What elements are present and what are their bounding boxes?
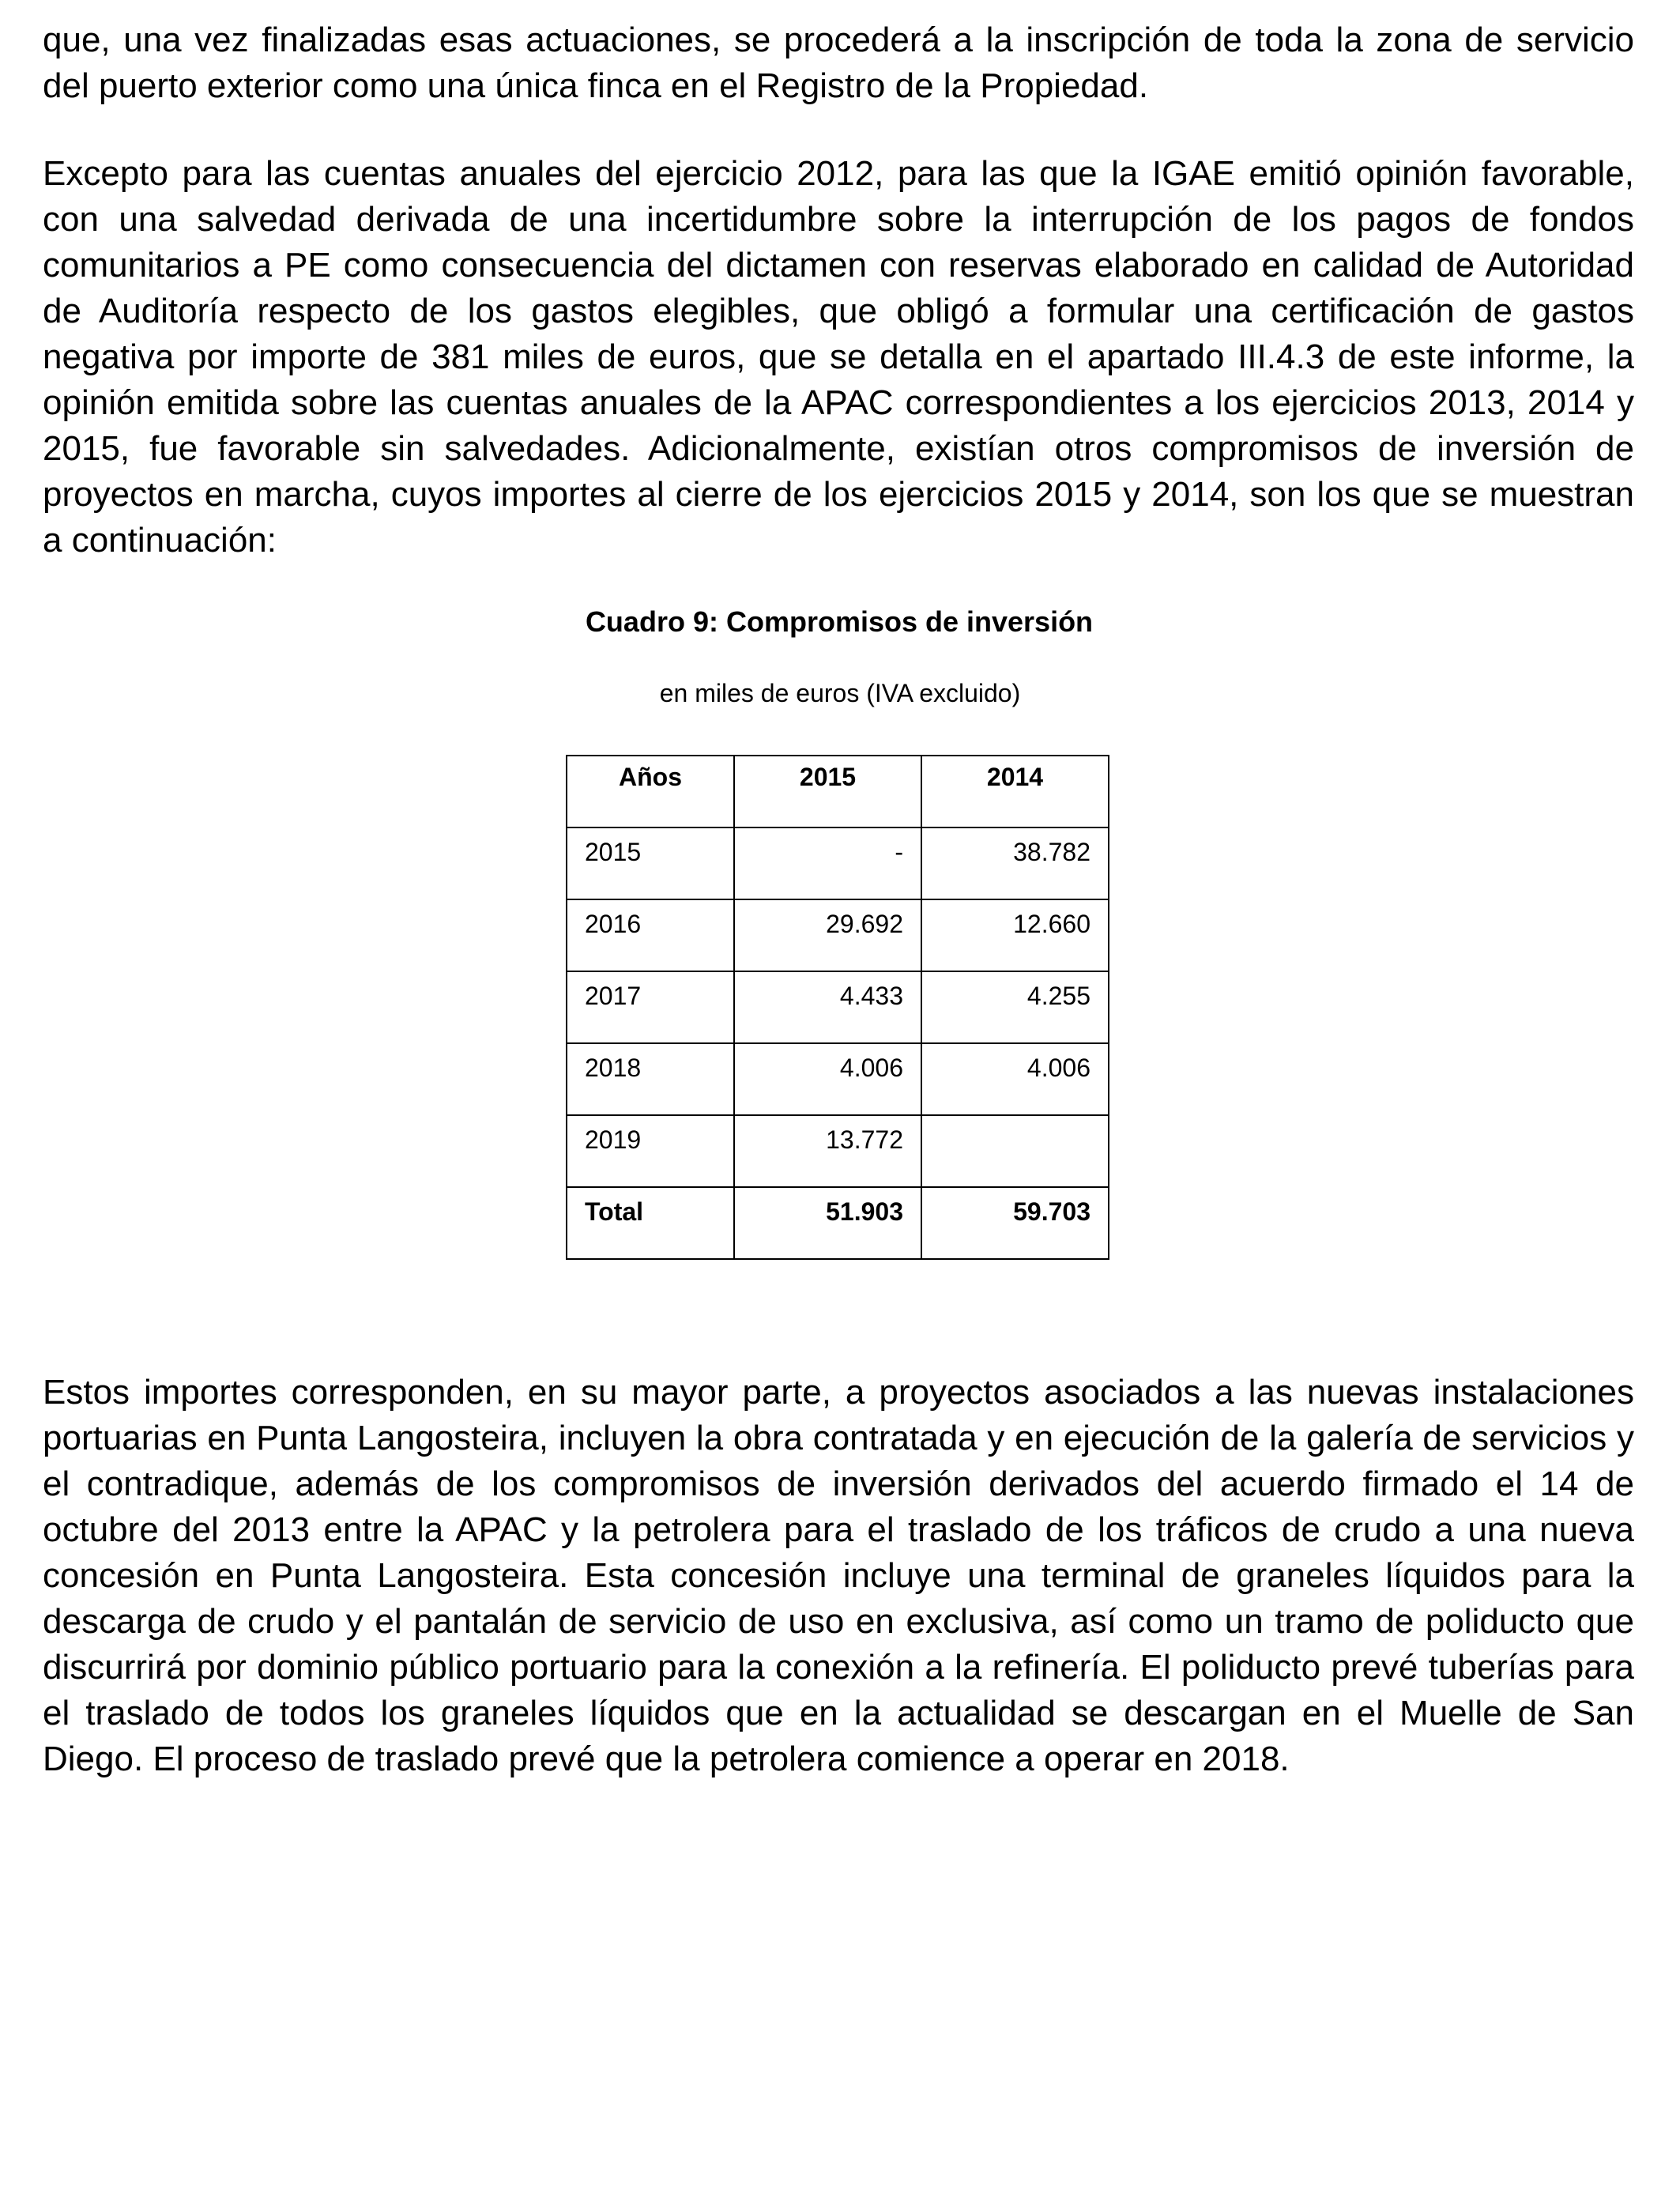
value-2014: 12.660: [921, 899, 1109, 971]
table-subtitle: en miles de euros (IVA excluido): [659, 679, 1021, 707]
table-row: [567, 827, 1109, 899]
value-2015: 4.433: [734, 971, 921, 1043]
value-2015: 29.692: [734, 899, 921, 971]
table-row: [567, 1115, 1109, 1187]
value-2014: 38.782: [921, 827, 1109, 899]
total-label: Total: [567, 1187, 734, 1259]
value-2015: 13.772: [734, 1115, 921, 1187]
header-2014: 2014: [921, 756, 1109, 827]
paragraph-audit-opinion: Excepto para las cuentas anuales del ejercicio 2012, para las que la IGAE emitió opinión favorable, con una salvedad derivada de una incertidumbre sobre la interrupción de los pagos de fondos comunitarios a PE como consecuencia del dictamen con reservas elaborado en calidad de Autoridad de Auditoría respecto de los gastos elegibles, que obligó a formular una certificación de gastos negativa por importe de 381 miles de euros, que se detalla en el apartado III.4.3 de este informe, la opinión emitida sobre las cuentas anuales de la APAC correspondientes a los ejercicios 2013, 2014 y 2015, fue favorable sin salvedades. Adicionalmente, existían otros compromisos de inversión de proyectos en marcha, cuyos importes al cierre de los ejercicios 2015 y 2014, son los que se muestran a continuación:: [43, 154, 1634, 560]
header-years: Años: [567, 756, 734, 827]
table-row: [567, 1043, 1109, 1115]
table-row: [567, 899, 1109, 971]
row-year: 2018: [567, 1043, 734, 1115]
row-year: 2016: [567, 899, 734, 971]
total-2014: 59.703: [921, 1187, 1109, 1259]
investment-commitments-table: [566, 755, 1109, 1260]
value-2015: -: [734, 827, 921, 899]
table-title: Cuadro 9: Compromisos de inversión: [585, 605, 1094, 638]
row-year: 2017: [567, 971, 734, 1043]
total-2015: 51.903: [734, 1187, 921, 1259]
value-2014: 4.006: [921, 1043, 1109, 1115]
value-2014: 4.255: [921, 971, 1109, 1043]
paragraph-projects-detail: Estos importes corresponden, en su mayor parte, a proyectos asociados a las nuevas instalaciones portuarias en Punta Langosteira, incluyen la obra contratada y en ejecución de la galería de servicios y el contradique, además de los compromisos de inversión derivados del acuerdo firmado el 14 de octubre del 2013 entre la APAC y la petrolera para el traslado de los tráficos de crudo a una nueva concesión en Punta Langosteira. Esta concesión incluye una terminal de graneles líquidos para la descarga de crudo y el pantalán de servicio de uso en exclusiva, así como un tramo de poliducto que discurrirá por dominio público portuario para la conexión a la refinería. El poliducto prevé tuberías para el traslado de todos los graneles líquidos que en la actualidad se descargan en el Muelle de San Diego. El proceso de traslado prevé que la petrolera comience a operar en 2018.: [43, 1373, 1634, 1778]
header-2015: 2015: [734, 756, 921, 827]
value-2014: [921, 1115, 1109, 1187]
table-total-row: [567, 1187, 1109, 1259]
row-year: 2015: [567, 827, 734, 899]
table-header-row: [567, 756, 1109, 827]
row-year: 2019: [567, 1115, 734, 1187]
table-row: [567, 971, 1109, 1043]
paragraph-intro: que, una vez finalizadas esas actuaciones, se procederá a la inscripción de toda la zona de servicio del puerto exterior como una única finca en el Registro de la Propiedad.: [43, 21, 1634, 105]
value-2015: 4.006: [734, 1043, 921, 1115]
